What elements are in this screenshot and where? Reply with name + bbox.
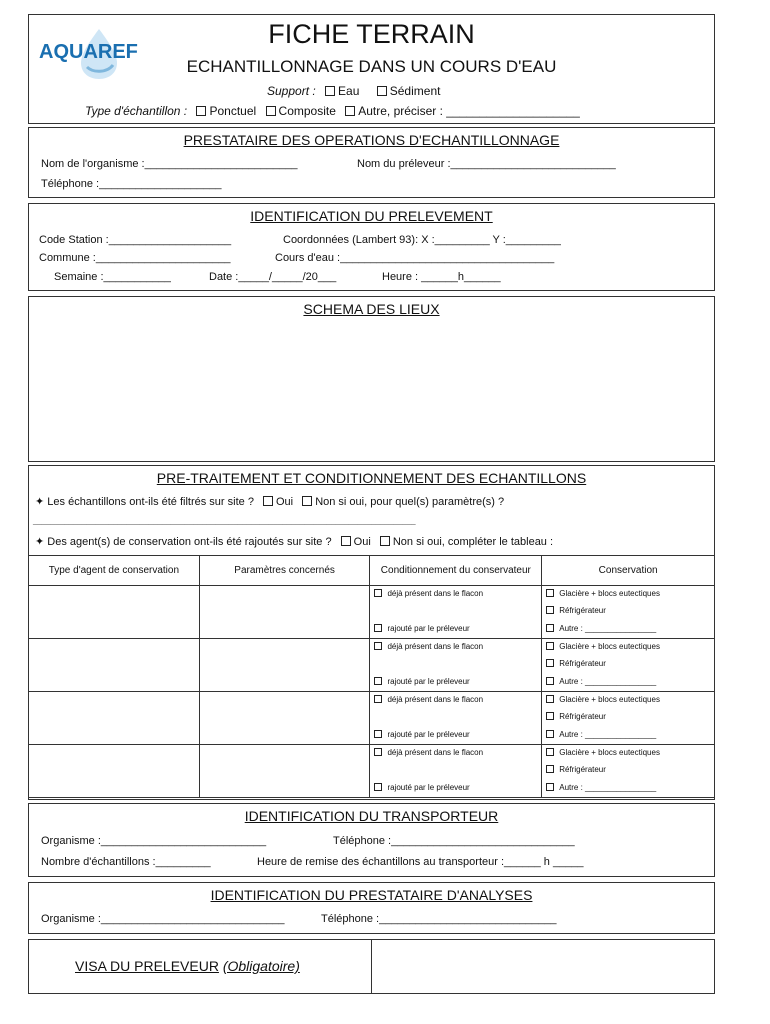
conservation-cell [542, 639, 715, 692]
nombre-echantillons-field[interactable]: Nombre d'échantillons :_________ [41, 856, 211, 868]
rajoute-checkbox[interactable] [374, 730, 382, 738]
star-icon: ✦ [35, 496, 45, 508]
coordonnees-field[interactable]: Coordonnées (Lambert 93): X :_________ Y :_________ [283, 234, 561, 246]
q1-text: Les échantillons ont-ils été filtrés sur site ? [47, 496, 254, 508]
deja-present-checkbox[interactable] [374, 695, 382, 703]
ponctuel-label: Ponctuel [209, 104, 257, 118]
rajoute-label: rajouté par le préleveur [387, 783, 470, 792]
conservation-cell [542, 692, 715, 745]
refrigerateur-checkbox[interactable] [546, 712, 554, 720]
support-row [267, 84, 440, 98]
glaciere-label: Glacière + blocs eutectiques [559, 695, 660, 704]
composite-checkbox[interactable] [266, 106, 276, 116]
type-cell[interactable] [29, 745, 200, 798]
organisme-field[interactable]: Nom de l'organisme :_________________________ [41, 158, 298, 170]
heure-remise-field[interactable]: Heure de remise des échantillons au transporteur :______ h _____ [257, 856, 584, 868]
type-label: Type d'échantillon : [85, 104, 188, 118]
code-station-field[interactable]: Code Station :____________________ [39, 234, 232, 246]
q2-non-label: Non si oui, compléter le tableau : [392, 536, 554, 548]
autre-conservation-label: Autre : ________________ [559, 730, 657, 739]
deja-present-checkbox[interactable] [374, 642, 382, 650]
composite-label: Composite [278, 104, 336, 118]
type-row [85, 104, 580, 118]
q2-text: Des agent(s) de conservation ont-ils été rajoutés sur site ? [47, 536, 332, 548]
q2-oui-checkbox[interactable] [341, 536, 351, 546]
visa-text: VISA DU PRELEVEUR [75, 958, 219, 974]
deja-present-label: déjà présent dans le flacon [387, 695, 484, 704]
analyses-telephone-field[interactable]: Téléphone :_____________________________ [321, 913, 557, 925]
identification-title: IDENTIFICATION DU PRELEVEMENT [250, 208, 493, 224]
rajoute-checkbox[interactable] [374, 783, 382, 791]
q2-oui-label: Oui [353, 536, 371, 548]
conditionnement-cell [370, 586, 542, 639]
glaciere-label: Glacière + blocs eutectiques [559, 589, 660, 598]
type-cell[interactable] [29, 586, 200, 639]
autre-checkbox[interactable] [345, 106, 355, 116]
autre-conservation-checkbox[interactable] [546, 624, 554, 632]
rajoute-label: rajouté par le préleveur [387, 624, 470, 633]
heure-field[interactable]: Heure : ______h______ [382, 271, 501, 283]
identification-box [28, 203, 715, 291]
glaciere-checkbox[interactable] [546, 748, 554, 756]
deja-present-label: déjà présent dans le flacon [387, 642, 484, 651]
q1-non-checkbox[interactable] [302, 496, 312, 506]
pretraitement-title: PRE-TRAITEMENT ET CONDITIONNEMENT DES ECHANTILLONS [156, 470, 587, 486]
star-icon: ✦ [35, 536, 45, 548]
telephone-field[interactable]: Téléphone :____________________ [41, 178, 222, 190]
q1-non-label: Non si oui, pour quel(s) paramètre(s) ? [315, 496, 505, 508]
prestataire-box [28, 127, 715, 198]
parametres-cell[interactable] [199, 639, 370, 692]
parametres-cell[interactable] [199, 692, 370, 745]
col-header-conditionnement: Conditionnement du conservateur [370, 556, 542, 586]
visa-obligatoire: (Obligatoire) [222, 958, 300, 974]
semaine-field[interactable]: Semaine :___________ [54, 271, 171, 283]
conditionnement-cell [370, 692, 542, 745]
page-title: FICHE TERRAIN [268, 19, 475, 49]
q1-oui-label: Oui [276, 496, 294, 508]
cours-eau-field[interactable]: Cours d'eau :___________________________________ [275, 252, 555, 264]
q2-non-checkbox[interactable] [380, 536, 390, 546]
col-header-type: Type d'agent de conservation [29, 556, 200, 586]
deja-present-checkbox[interactable] [374, 748, 382, 756]
autre-conservation-checkbox[interactable] [546, 730, 554, 738]
parametres-cell[interactable] [199, 586, 370, 639]
refrigerateur-label: Réfrigérateur [559, 712, 606, 721]
refrigerateur-checkbox[interactable] [546, 606, 554, 614]
analyses-box [28, 882, 715, 934]
glaciere-checkbox[interactable] [546, 642, 554, 650]
glaciere-label: Glacière + blocs eutectiques [559, 642, 660, 651]
autre-conservation-label: Autre : ________________ [559, 624, 657, 633]
autre-conservation-label: Autre : ________________ [559, 677, 657, 686]
transporteur-telephone-field[interactable]: Téléphone :______________________________ [333, 835, 575, 847]
filtration-question [35, 495, 504, 508]
ponctuel-checkbox[interactable] [196, 106, 206, 116]
date-field[interactable]: Date :_____/_____/20___ [209, 271, 337, 283]
table-row [29, 692, 715, 745]
transporteur-title: IDENTIFICATION DU TRANSPORTEUR [244, 808, 499, 824]
glaciere-label: Glacière + blocs eutectiques [559, 748, 660, 757]
eau-label: Eau [338, 84, 360, 98]
col-header-conservation: Conservation [542, 556, 715, 586]
conditionnement-cell [370, 639, 542, 692]
parametres-cell[interactable] [199, 745, 370, 798]
col-header-parametres: Paramètres concernés [199, 556, 370, 586]
transporteur-box [28, 803, 715, 877]
refrigerateur-label: Réfrigérateur [559, 765, 606, 774]
pretraitement-box [28, 465, 715, 800]
conservation-question [35, 535, 553, 548]
commune-field[interactable]: Commune :______________________ [39, 252, 231, 264]
rajoute-checkbox[interactable] [374, 677, 382, 685]
conservation-cell [542, 745, 715, 798]
conservation-cell [542, 586, 715, 639]
schema-box[interactable] [28, 296, 715, 462]
refrigerateur-checkbox[interactable] [546, 659, 554, 667]
table-row [29, 586, 715, 639]
visa-divider [371, 940, 372, 993]
type-cell[interactable] [29, 639, 200, 692]
prestataire-title: PRESTATAIRE DES OPERATIONS D'ECHANTILLONNAGE [183, 132, 560, 148]
signature-area[interactable] [373, 940, 713, 993]
sediment-checkbox[interactable] [377, 86, 387, 96]
rajoute-label: rajouté par le préleveur [387, 677, 470, 686]
visa-label [75, 958, 300, 974]
deja-present-label: déjà présent dans le flacon [387, 748, 484, 757]
autre-conservation-checkbox[interactable] [546, 783, 554, 791]
refrigerateur-checkbox[interactable] [546, 765, 554, 773]
q1-oui-checkbox[interactable] [263, 496, 273, 506]
glaciere-checkbox[interactable] [546, 589, 554, 597]
refrigerateur-label: Réfrigérateur [559, 606, 606, 615]
visa-box [28, 939, 715, 994]
conditionnement-cell [370, 745, 542, 798]
preleveur-field[interactable]: Nom du préleveur :___________________________ [357, 158, 616, 170]
analyses-title: IDENTIFICATION DU PRESTATAIRE D'ANALYSES [210, 887, 533, 903]
deja-present-label: déjà présent dans le flacon [387, 589, 484, 598]
analyses-organisme-field[interactable]: Organisme :______________________________ [41, 913, 285, 925]
type-cell[interactable] [29, 692, 200, 745]
autre-conservation-checkbox[interactable] [546, 677, 554, 685]
q1-answer-line[interactable]: ______________________________________________________________________________________ [33, 516, 416, 525]
rajoute-label: rajouté par le préleveur [387, 730, 470, 739]
glaciere-checkbox[interactable] [546, 695, 554, 703]
autre-conservation-label: Autre : ________________ [559, 783, 657, 792]
schema-title: SCHEMA DES LIEUX [303, 301, 440, 317]
sediment-label: Sédiment [389, 84, 441, 98]
rajoute-checkbox[interactable] [374, 624, 382, 632]
autre-label: Autre, préciser : ____________________ [358, 104, 580, 118]
support-label: Support : [267, 84, 316, 98]
table-row [29, 745, 715, 798]
logo-text: AQUAREF [39, 41, 138, 63]
conservation-table [28, 555, 715, 798]
eau-checkbox[interactable] [325, 86, 335, 96]
header-box [28, 14, 715, 124]
table-row [29, 639, 715, 692]
refrigerateur-label: Réfrigérateur [559, 659, 606, 668]
transporteur-organisme-field[interactable]: Organisme :___________________________ [41, 835, 267, 847]
deja-present-checkbox[interactable] [374, 589, 382, 597]
page-subtitle: ECHANTILLONNAGE DANS UN COURS D'EAU [186, 57, 557, 76]
